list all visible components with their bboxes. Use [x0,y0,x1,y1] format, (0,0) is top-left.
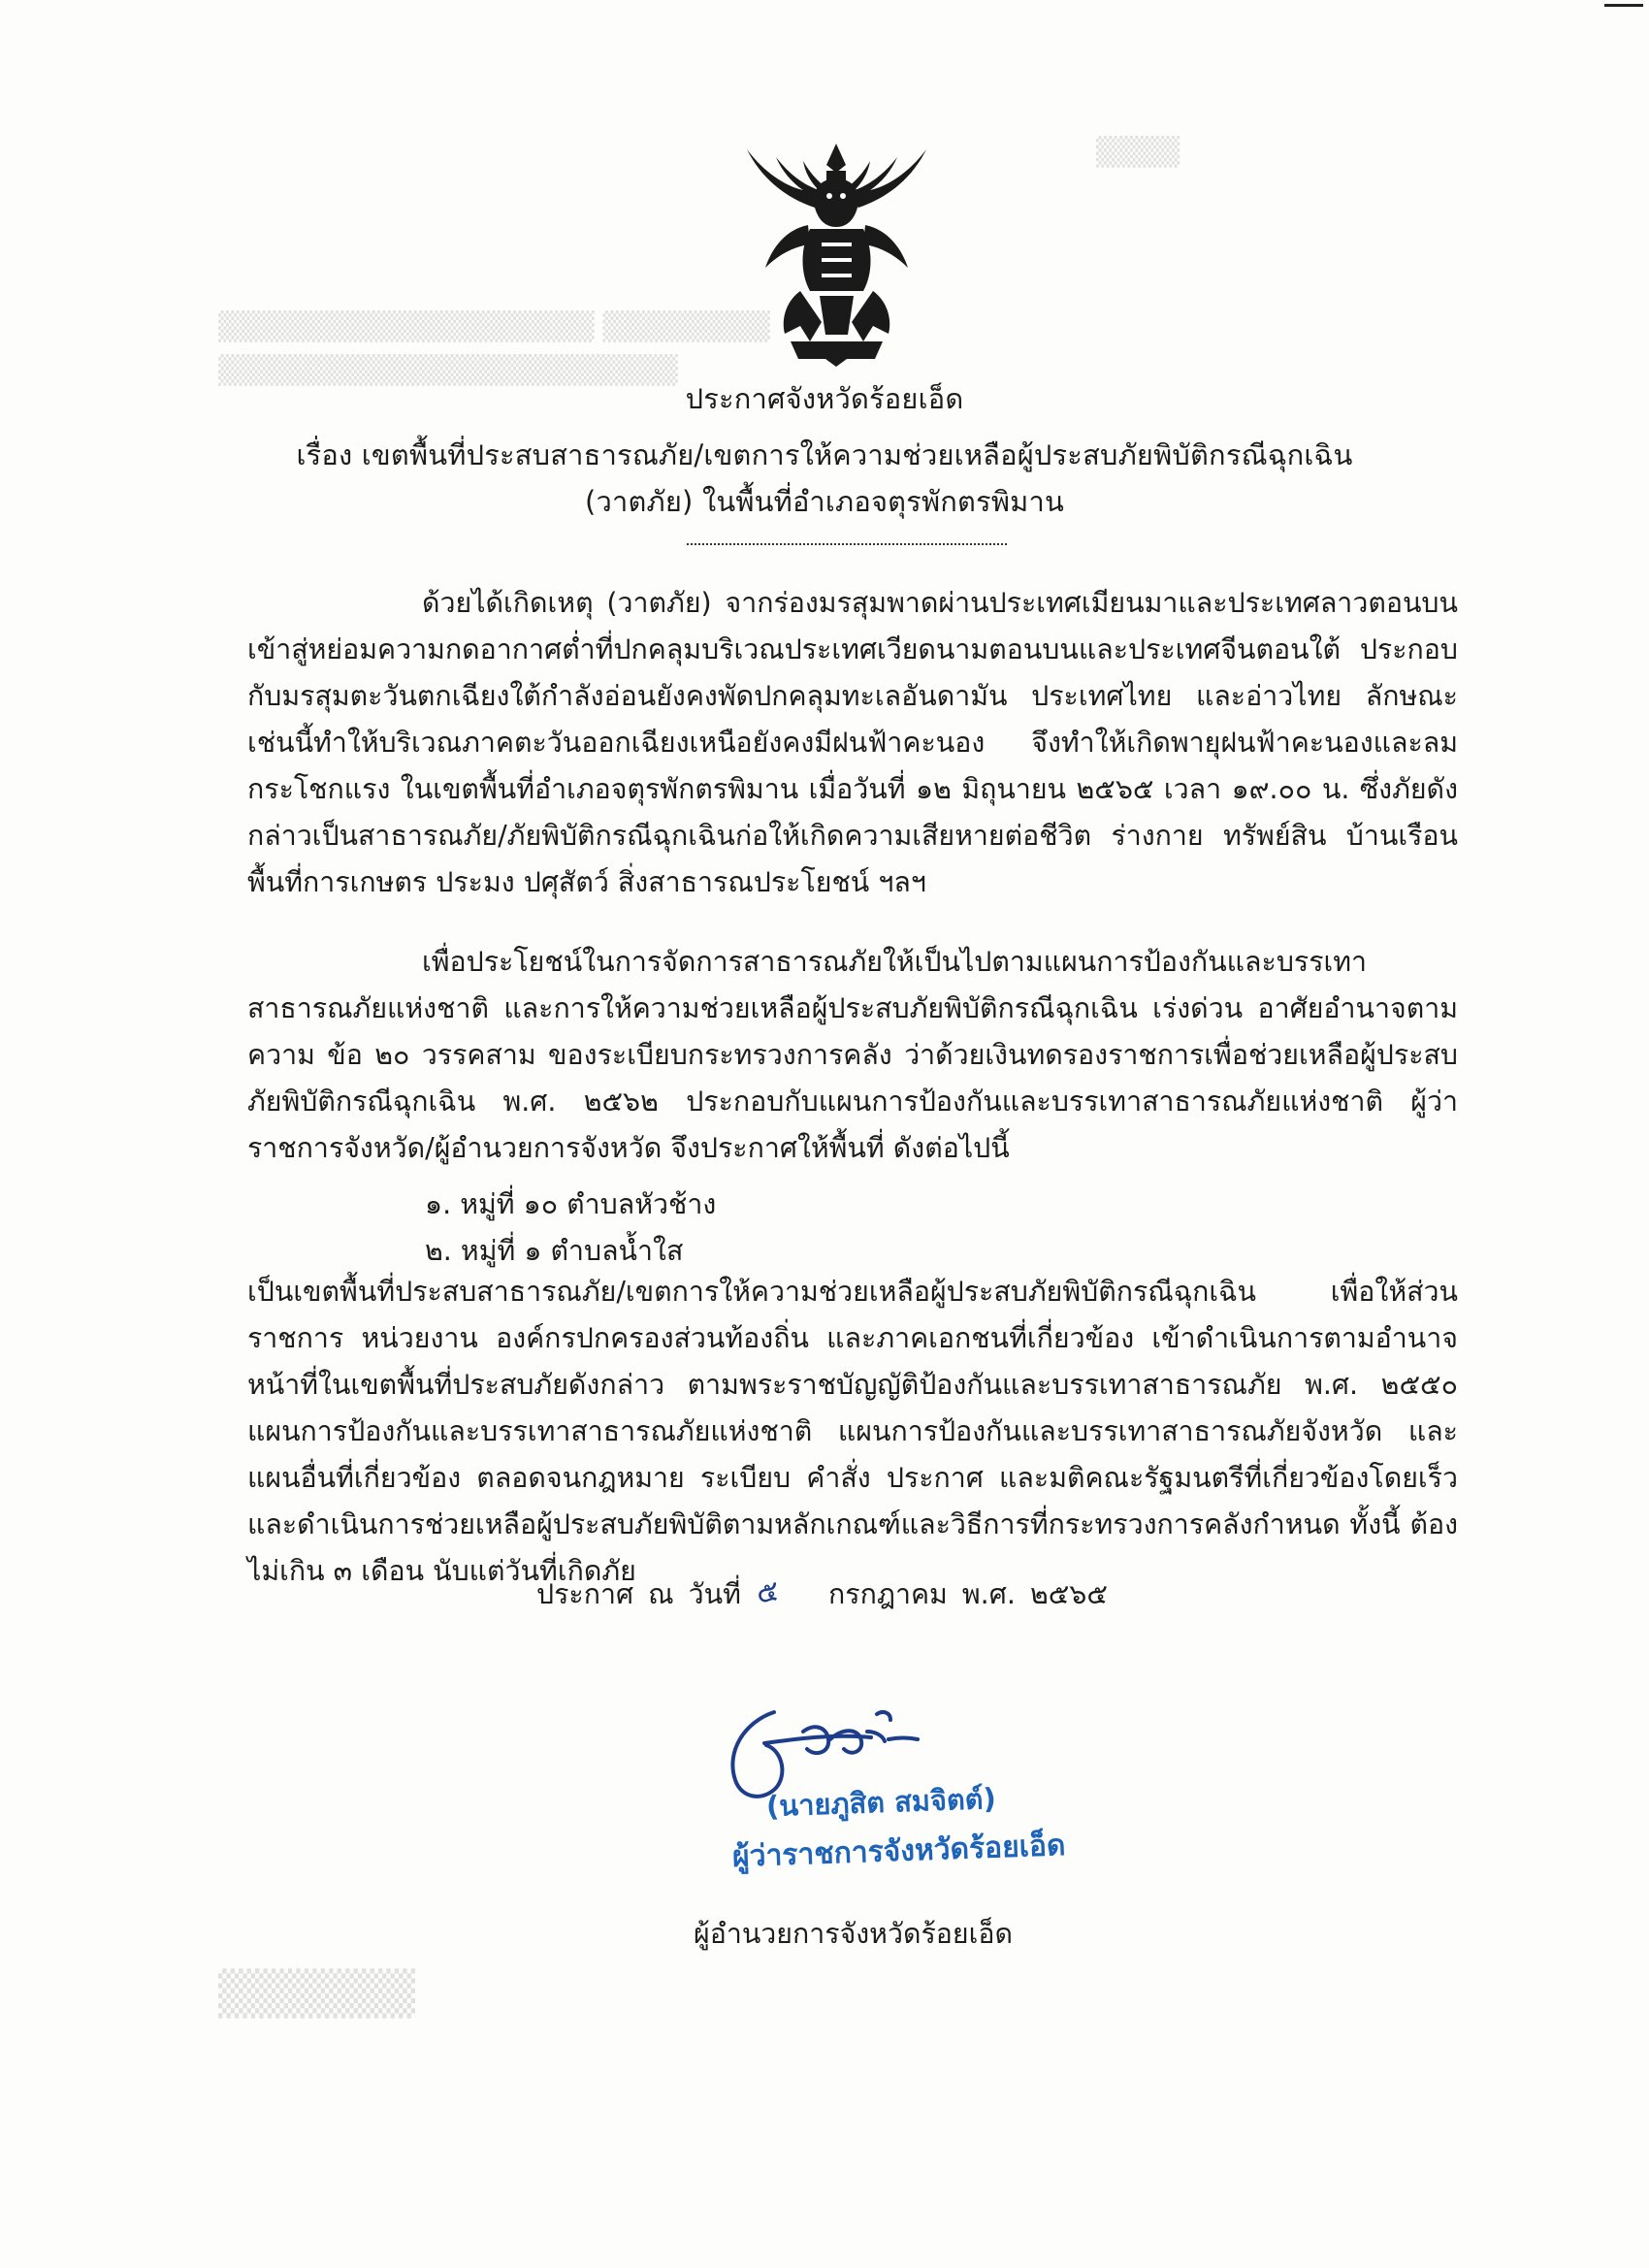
show-through-text: ▒▒▒▒▒▒▒▒▒▒▒▒▒▒▒▒▒▒▒▒▒▒ [218,354,678,386]
document-heading: ประกาศจังหวัดร้อยเอ็ด [685,382,964,415]
signer-role: ผู้อำนวยการจังหวัดร้อยเอ็ด [694,1918,1013,1950]
corner-mark [1604,4,1643,7]
garuda-emblem-icon [732,136,941,369]
announce-suffix: กรกฎาคม พ.ศ. ๒๕๖๕ [828,1578,1108,1610]
handwritten-day: ๕ [754,1573,782,1611]
stamp-signer-name: (นายภูสิต สมจิตต์) [765,1781,997,1824]
subject-line-2: (วาตภัย) ในพื้นที่อำเภอจตุรพักตรพิมาน [585,485,1064,518]
paragraph-authority: เพื่อประโยชน์ในการจัดการสาธารณภัยให้เป็นไปตามแผนการป้องกันและบรรเทาสาธารณภัยแห่งชาติ และการให้ความช่วยเหลือผู้ประสบภัยพิบัติกรณีฉุกเฉิน เร่งด่วน อาศัยอำนาจตามความ ข้อ ๒๐ วรรคสาม ของระเบียบกระทรวงการคลัง ว่าด้วยเงินทดรองราชการเพื่อช่วยเหลือผู้ประสบภัยพิบัติกรณีฉุกเฉิน พ.ศ. ๒๕๖๒ ประกอบกับแผนการป้องกันและบรรเทาสาธารณภัยแห่งชาติ ผู้ว่าราชการจังหวัด/ผู้อำนวยการจังหวัด จึงประกาศให้พื้นที่ ดังต่อไปนี้ [247,946,1458,1164]
show-through-text: ▒▒▒▒ [1096,136,1180,168]
paragraph-declaration: เป็นเขตพื้นที่ประสบสาธารณภัย/เขตการให้ความช่วยเหลือผู้ประสบภัยพิบัติกรณีฉุกเฉิน เพื่อให้ส่วนราชการ หน่วยงาน องค์กรปกครองส่วนท้องถิ่น และภาคเอกชนที่เกี่ยวข้อง เข้าดำเนินการตามอำนาจหน้าที่ในเขตพื้นที่ประสบภัยดังกล่าว ตามพระราชบัญญัติป้องกันและบรรเทาสาธารณภัย พ.ศ. ๒๕๕๐ แผนการป้องกันและบรรเทาสาธารณภัยแห่งชาติ แผนการป้องกันและบรรเทาสาธารณภัยจังหวัด และแผนอื่นที่เกี่ยวข้อง ตลอดจนกฎหมาย ระเบียบ คำสั่ง ประกาศ และมติคณะรัฐมนตรีที่เกี่ยวข้องโดยเร็ว และดำเนินการช่วยเหลือผู้ประสบภัยพิบัติตามหลักเกณฑ์และวิธีการที่กระทรวงการคลังกำหนด ทั้งนี้ ต้องไม่เกิน ๓ เดือน นับแต่วันที่เกิดภัย [247,1276,1458,1587]
dotted-divider [687,543,1007,545]
list-item-area-1: ๑. หมู่ที่ ๑๐ ตำบลหัวช้าง [425,1188,717,1220]
subject-line-1: เรื่อง เขตพื้นที่ประสบสาธารณภัย/เขตการให้ความช่วยเหลือผู้ประสบภัยพิบัติกรณีฉุกเฉิน [296,438,1353,471]
announcement-date-line [536,1571,1108,1616]
paragraph-background: ด้วยได้เกิดเหตุ (วาตภัย) จากร่องมรสุมพาดผ่านประเทศเมียนมาและประเทศลาวตอนบน เข้าสู่หย่อมความกดอากาศต่ำที่ปกคลุมบริเวณประเทศเวียดนามตอนบนและประเทศจีนตอนใต้ ประกอบกับมรสุมตะวันตกเฉียงใต้กำลังอ่อนยังคงพัดปกคลุมทะเลอันดามัน ประเทศไทย และอ่าวไทย ลักษณะเช่นนี้ทำให้บริเวณภาคตะวันออกเฉียงเหนือยังคงมีฝนฟ้าคะนอง จึงทำให้เกิดพายุฝนฟ้าคะนองและลมกระโชกแรง ในเขตพื้นที่อำเภอจตุรพักตรพิมาน เมื่อวันที่ ๑๒ มิถุนายน ๒๕๖๕ เวลา ๑๙.๐๐ น. ซึ่งภัยดังกล่าวเป็นสาธารณภัย/ภัยพิบัติกรณีฉุกเฉินก่อให้เกิดความเสียหายต่อชีวิต ร่างกาย ทรัพย์สิน บ้านเรือน พื้นที่การเกษตร ประมง ปศุสัตว์ สิ่งสาธารณประโยชน์ ฯลฯ [247,587,1458,898]
show-through-text: ▒▒▒▒▒▒▒▒ ▒▒▒▒▒▒▒▒▒▒▒▒▒▒▒▒▒▒ [218,310,770,342]
announce-prefix: ประกาศ ณ วันที่ [536,1578,741,1610]
stamp-signer-title: ผู้ว่าราชการจังหวัดร้อยเอ็ด [731,1829,1067,1874]
show-through-text: ▒▒▒▒▒▒ [218,1969,416,2019]
list-item-area-2: ๒. หมู่ที่ ๑ ตำบลน้ำใส [425,1235,684,1267]
